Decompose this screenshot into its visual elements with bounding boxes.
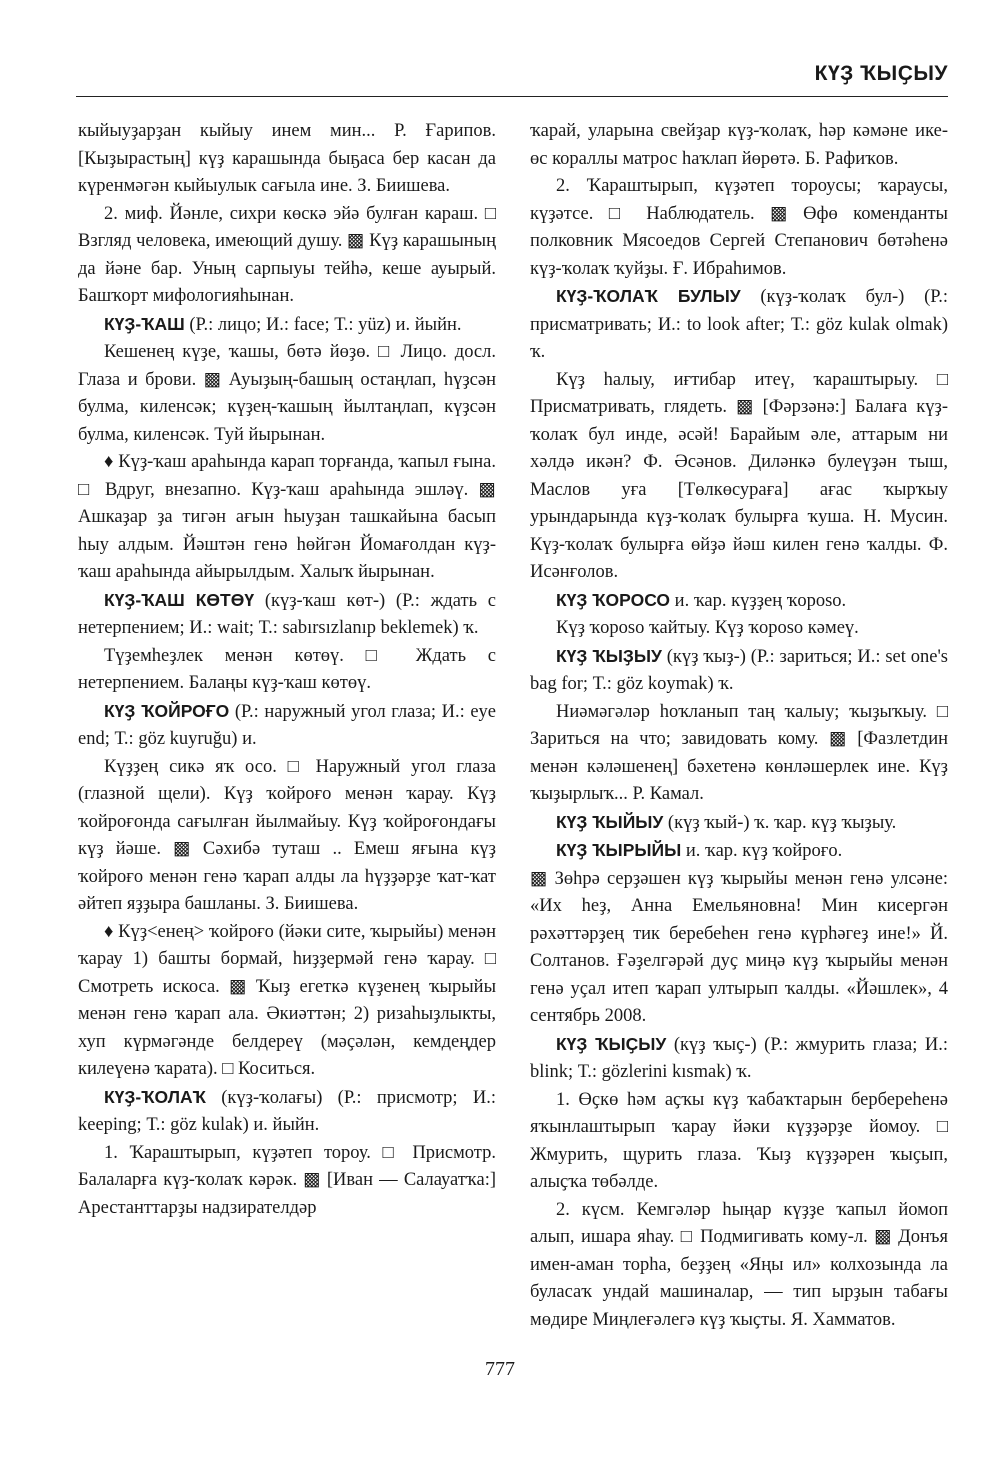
continuation-paragraph: кыйыуҙарҙан кыйыу инем мин... Р. Ғарипов. [Кыҙырастың] күҙ карашында быҕаса бер касан да күренмәгән кыйыулык сағыла ине. З. Биишева. (78, 121, 496, 196)
headword: КҮҘ-ҠОЛАҠ БУЛЫУ (556, 286, 741, 306)
definition: ▩ Зөһрә серҙәшен күҙ ҡырыйы менән генә улсәне: «Их һеҙ, Анна Емельяновна! Мин кисергән рәхәттәрҙең тик беребеhен генә күрһәгеҙ ине!» Й. Солтанов. Ғәҙелгәрәй дуҫ миңә күҙ ҡырыйы менән генә уҫал итеп ҡарап ултырып ҡалды. «Йәшлек», 4 сентябрь 2008. (530, 868, 948, 1026)
headword: КҮҘ-ҠАШ КӨТӨҮ (104, 589, 255, 610)
definition: 1. Ҡараштырып, күҙәтеп тороу. □ Присмотр. Балаларға күҙ-ҡолаҡ кәрәк. ▩ [Иван — Салауатҡа:] Арестанттарҙы надзирателдәр (78, 1142, 496, 1218)
entry-kuz-koyrogo (78, 698, 496, 754)
entry-kuz-kysyu (530, 1031, 948, 1087)
headword: КҮҘ ҠЫРЫЙЫ (556, 840, 682, 860)
left-column (78, 118, 496, 1222)
entry-kuz-kolak (78, 1084, 496, 1140)
definition: Кешенең күҙе, ҡашы, бөтә йөҙө. □ Лицо. досл. Глаза и брови. ▩ Ауыҙың-башың остаңлап, һүҙсән булма, киленсәк; күҙең-ҡашың йылтаңлап, күҙсән булма, киленсәк. Туй йырынан. (78, 342, 496, 445)
definition: Күҙ һалыу, иғтибар итеү, ҡараштырыу. □ Присматривать, глядеть. ▩ [Фәрзәнә:] Балаға күҙ-ҡолаҡ бул инде, әсәй! Барайым әле, аттарым ни хәлдә икән? Ф. Әсәнов. Диләнкә булеүҙән тыш, Маслов уға [Төлкөсурағa] ағас ҡырҡыу урындарында күҙ-ҡолаҡ булырға ҡуша. Н. Мусин. Күҙ-ҡолаҡ булырға өйҙә йәш килен генә ҡалды. Ф. Исәнғолов. (530, 369, 948, 582)
definition: Күҙ ҡороso ҡайтыу. Күҙ ҡороso кәмеү. (556, 618, 859, 638)
headword: КҮҘ-ҠАШ (104, 313, 185, 334)
grammar-note: (күҙ ҡыҫ-) (Р.: жмурить глаза; И.: blink; Т.: gözlerini kısmak) ҡ. (530, 1034, 949, 1082)
page-number: 777 (485, 1358, 515, 1380)
grammar-note: (күҙ ҡый-) ҡ. ҡар. күҙ ҡыҙыу. (667, 812, 897, 833)
grammar-note: (күҙ-ҡолаҡ бул-) (Р.: присматривать; И.: to look after; Т.: göz kulak olmak) ҡ. (530, 287, 948, 362)
right-column (530, 118, 948, 1334)
definition: Күҙҙең сикә яҡ осо. □ Наружный угол глаза (глазной щели). Күҙ ҡойроғо менән ҡарау. Күҙ ҡойроғонда сағылған йылмайыу. Күҙ ҡойроғондағы күҙ йәше. ▩ Сәхибә туташ .. Емеш яғына күҙ ҡойроғо менән генә ҡарап алды ла һүҙҙәрҙе ҡат-ҡат әйтеп яҙҙыра башланы. З. Биишева. (78, 756, 496, 914)
sense-paragraph: 2. күсм. Кемгәләр һыңар күҙҙе ҡапыл йомоп алып, ишара яһау. □ Подмигивать кому-л. ▩ Донъя имен-аман торһа, беҙҙең «Яңы ил» колхозында ла буласаҡ ундай машиналар, — тип ырҙын табағы мөдире Миңлеғәлегә күҙ ҡыҫты. Я. Хамматов. (530, 1199, 948, 1330)
headword: КҮҘ-ҠОЛАҠ (104, 1086, 206, 1107)
sense-paragraph: 2. миф. Йәнле, сихри көскә эйә булған караш. □ Взгляд человека, имеющий душу. ▩ Күҙ карашының да йәне бар. Уның сарпыуы тейһә, кеше ауырый. Башҡорт мифологияһынан. (78, 203, 496, 306)
header-rule (76, 96, 948, 97)
grammar-note: (күҙ-ҡолағы) (Р.: присмотр; И.: keeping; Т.: göz kulak) и. йыйн. (78, 1087, 496, 1135)
entry-kuz-kolak-buluu (530, 283, 948, 367)
idiom-paragraph: ♦ Күҙ<енең> ҡойроғо (йәки ситe, ҡырыйы) менән ҡарау 1) башты бормай, һиҙҙермәй генә ҡарау. □ Смотреть искоса. ▩ Ҡыҙ егеткә күҙенең ҡырыйы менән генә ҡарап ала. Әкиәттән; 2) ризаһыҙлыкты, хуп күрмәгәнде белдереү (мәҫәлән, кемдеңдер килеүенә ҡарата). □ Коситься. (78, 921, 496, 1079)
headword: КҮҘ ҠЫҪЫУ (556, 1033, 667, 1054)
headword: КҮҘ ҠОРОСО (556, 589, 671, 610)
entry-kuz-kyzyu (530, 643, 948, 699)
headword: КҮҘ ҠЫҘЫУ (556, 645, 662, 666)
grammar-note: и. ҡар. күҙ ҡойроғо. (685, 841, 843, 861)
sense-paragraph: 1. Өҫкө һәм аҫҡы күҙ ҡабаҡтарын берберeһенә яҡынлаштырып ҡарау йәки күҙҙәрҙе йомоу. □ Жмурить, щурить глаза. Ҡыҙ күҙҙәрен ҡыҫып, алыҫҡа төбәлде. (530, 1089, 948, 1192)
headword: КҮҘ ҠОЙРОҒО (104, 700, 230, 721)
definition: Ниәмәгәләр һоҡланып таң ҡалыу; ҡыҙыҡыу. □ Зариться на что; завидовать кому. ▩ [Фазлетдин менән кәләшенең] бәхетенә көнләшерлек ине. Күҙ ҡыҙырлыҡ... Р. Камал. (530, 701, 948, 804)
entry-kuz-kyiyu (530, 809, 948, 838)
idiom-paragraph: ♦ Күҙ-ҡаш араһында карап торғанда, ҡапыл ғына. □ Вдруг, внезапно. Күҙ-ҡаш араһында эшләү. ▩ Ашкаҙар ҙа тигән ағын һыуҙан ташкайына басып һыу алдым. Йәштән генә һөйгән Йомағолдан күҙ-ҡаш араһында айырылдым. Халыҡ йырынан. (78, 452, 496, 582)
continuation-paragraph: ҡарай, уларына свейҙар күҙ-ҡолаҡ, һәр кәмәне ике-өс кораллы матрос һаҡлап йөрөтә. Б. Рафиҡов. (530, 121, 948, 169)
sense-paragraph: 2. Ҡараштырып, күҙәтеп тороусы; ҡараусы, күҙәтсе. □ Наблюдатель. ▩ Өфө коменданты полковник Мясоедов Сергей Степанович бөтәһенә күҙ-ҡолаҡ ҡуйҙы. Ғ. Ибраһимов. (530, 176, 948, 279)
grammar-note: и. ҡар. күҙҙең ҡороso. (674, 590, 847, 611)
entry-kuz-koroso (530, 587, 948, 616)
definition: Түҙемһеҙлек менән көтөү. □ Ждать с нетерпением. Балаңы күҙ-ҡаш көтөү. (78, 645, 496, 693)
entry-kuz-kyryiy (530, 837, 948, 866)
grammar-note: (Р.: наружный угол глаза; И.: eye end; Т.: göz kuyruğu) и. (78, 701, 497, 749)
headword: КҮҘ ҠЫЙЫУ (556, 811, 664, 832)
entry-kuz-kash (78, 311, 496, 340)
grammar-note: (күҙ ҡыҙ-) (Р.: зариться; И.: set one's bag for; Т.: göz koymak) ҡ. (530, 646, 948, 694)
running-head: КҮҘ ҠЫҪЫУ (814, 62, 948, 85)
grammar-note: (күҙ-ҡаш көт-) (Р.: ждать с нетерпением; И.: wait; Т.: sabırsızlanıp beklemek) ҡ. (78, 590, 496, 638)
grammar-note: (Р.: лицо; И.: face; Т.: yüz) и. йыйн. (189, 314, 462, 335)
entry-kuz-kash-kotou (78, 587, 496, 643)
